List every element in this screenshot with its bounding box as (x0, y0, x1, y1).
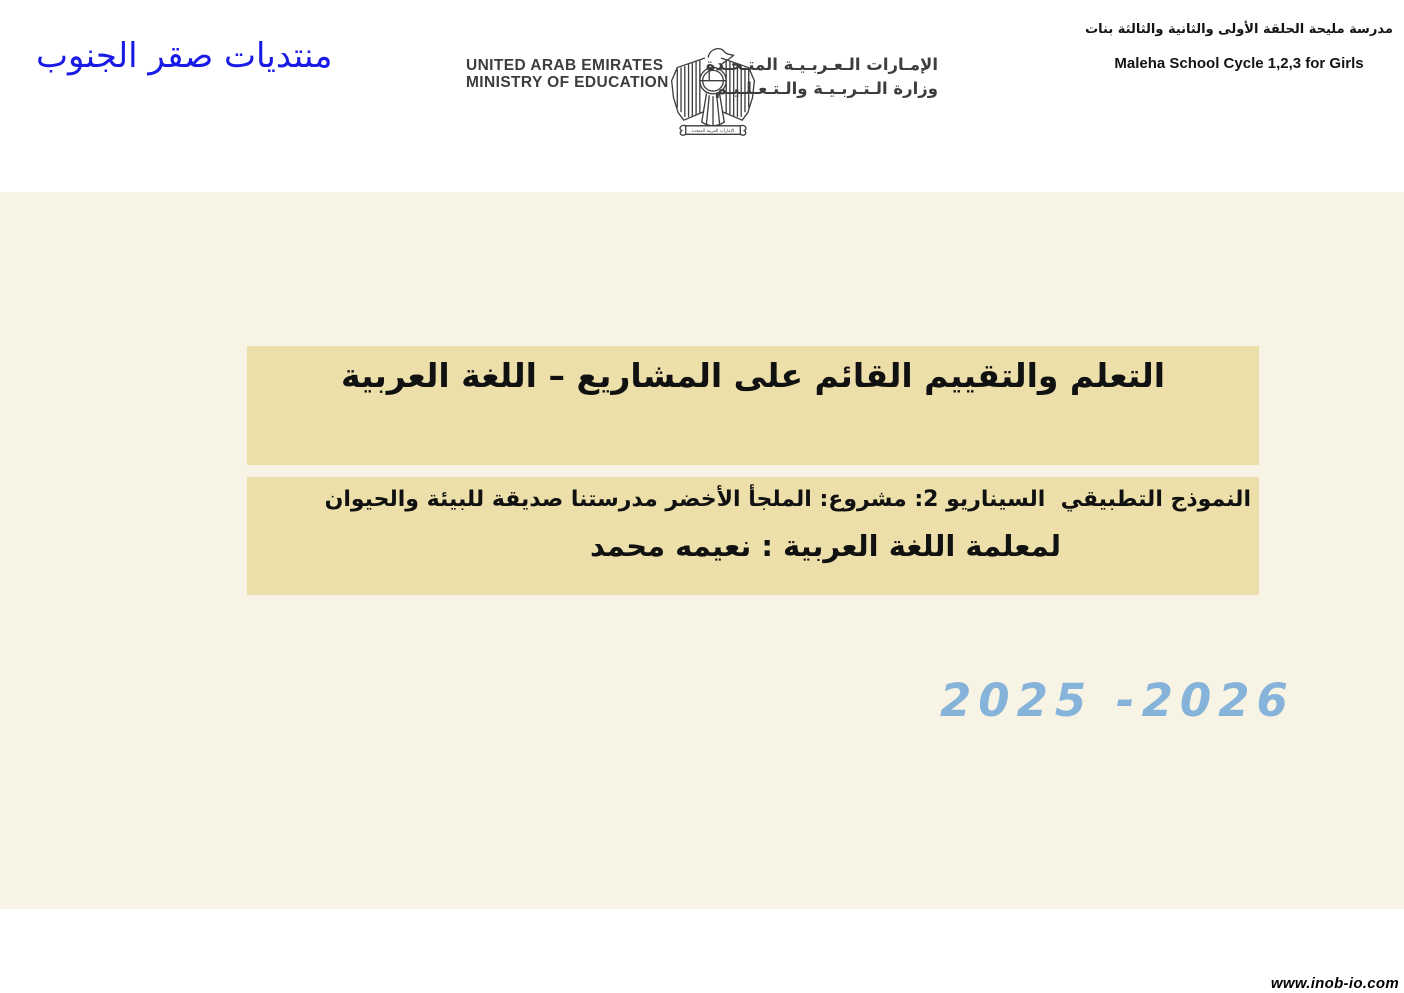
school-name-english: Maleha School Cycle 1,2,3 for Girls (1114, 54, 1364, 72)
emblem-scroll-text: الإمارات العربية المتحدة (691, 129, 735, 135)
forum-watermark-title: منتديات صقر الجنوب (36, 36, 333, 76)
footer-band (0, 909, 1404, 993)
website-watermark: www.inob-io.com (1270, 975, 1399, 992)
subtitle-box (247, 477, 1259, 595)
ministry-name-arabic-line1: الإمـارات الـعـربـيـة المتـحـدة (705, 55, 938, 74)
ministry-name-english-line2: MINISTRY OF EDUCATION (466, 74, 669, 91)
ministry-name-arabic (705, 53, 938, 101)
scenario-project-line: النموذج التطبيقي السيناريو 2: مشروع: الملجأ الأخضر مدرستنا صديقة للبيئة والحيوان (324, 487, 1251, 512)
school-name-block (1078, 22, 1400, 72)
main-title-box (247, 346, 1259, 465)
ministry-name-english-line1: UNITED ARAB EMIRATES (466, 57, 664, 74)
main-title: التعلم والتقييم القائم على المشاريع – اللغة العربية (340, 356, 1166, 395)
academic-year: 2025 -2026 (940, 674, 1295, 727)
ministry-name-english (466, 57, 669, 91)
teacher-name-line: لمعلمة اللغة العربية : نعيمه محمد (590, 528, 1061, 563)
ministry-name-arabic-line2: وزارة الـتـربـيـة والـتـعـلـيـم (714, 79, 938, 98)
header-band (0, 0, 1404, 192)
body-band (0, 192, 1404, 909)
school-name-arabic: مدرسة مليحة الحلقة الأولى والثانية والثالثة بنات (1085, 22, 1393, 37)
